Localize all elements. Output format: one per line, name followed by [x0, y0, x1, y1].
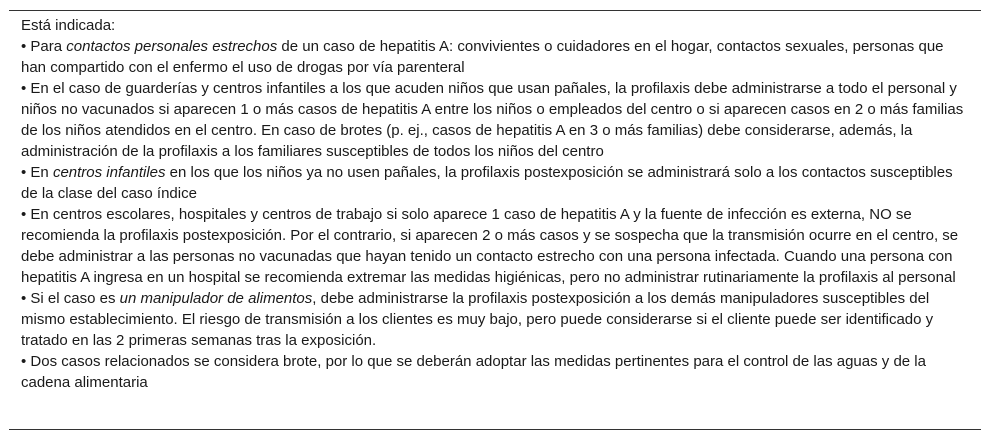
item-emphasis: contactos personales estrechos: [66, 38, 278, 55]
list-item-nurseries: • En el caso de guarderías y centros infantiles a los que acuden niños que usan pañales, la profilaxis debe administrarse a todo el personal y niños no vacunados si aparecen 1 o más casos de hepatitis A entre los niños o empleados del centro o si aparecen casos en 2 o más familias de los niños atendidos en el centro. En caso de brotes (p. ej., casos de hepatitis A en 3 o más familias) debe considerarse, además, la administración de la profilaxis a los familiares susceptibles de todos los niños del centro: [21, 80, 964, 160]
item-text: • Para: [21, 38, 67, 55]
item-text: • En: [21, 164, 53, 181]
list-item-childcare-centers: [21, 162, 969, 204]
list-item-food-handler: [21, 288, 969, 351]
list-item-schools-hospitals: • En centros escolares, hospitales y centros de trabajo si solo aparece 1 caso de hepatitis A y la fuente de infección es externa, NO se recomienda la profilaxis postexposición. Por el contrario, si aparecen 2 o más casos y se sospecha que la transmisión ocurre en el centro, se debe administrar a las personas no vacunadas que hayan tenido un contacto estrecho con una persona infectada. Cuando una persona con hepatitis A ingresa en un hospital se recomienda extremar las medidas higiénicas, pero no administrar rutinariamente la profilaxis al personal: [21, 206, 959, 286]
list-item-outbreak: • Dos casos relacionados se considera brote, por lo que se deberán adoptar las medidas pertinentes para el control de las aguas y de la cadena alimentaria: [21, 353, 926, 391]
item-text: , debe administrarse la profilaxis postexposición a los demás manipuladores susceptibles del mismo establecimiento. El riesgo de transmisión a los clientes es muy bajo, pero puede considerarse si el cliente puede ser identificado y tratado en las 2 primeras semanas tras la exposición.: [21, 290, 934, 349]
item-emphasis: un manipulador de alimentos: [119, 290, 313, 307]
table-cell: [9, 10, 981, 430]
item-emphasis: centros infantiles: [52, 164, 166, 181]
intro-text: Está indicada:: [21, 17, 116, 34]
item-text: de un caso de hepatitis A: convivientes o cuidadores en el hogar, contactos sexuales, personas que han compartido con el enfermo el uso de drogas por vía parenteral: [21, 38, 944, 76]
item-text: • Si el caso es: [21, 290, 120, 307]
list-item-close-contacts: [21, 36, 969, 78]
cell-content: [9, 11, 981, 393]
item-text: en los que los niños ya no usen pañales, la profilaxis postexposición se administrará solo a los contactos susceptibles de la clase del caso índice: [21, 164, 953, 202]
